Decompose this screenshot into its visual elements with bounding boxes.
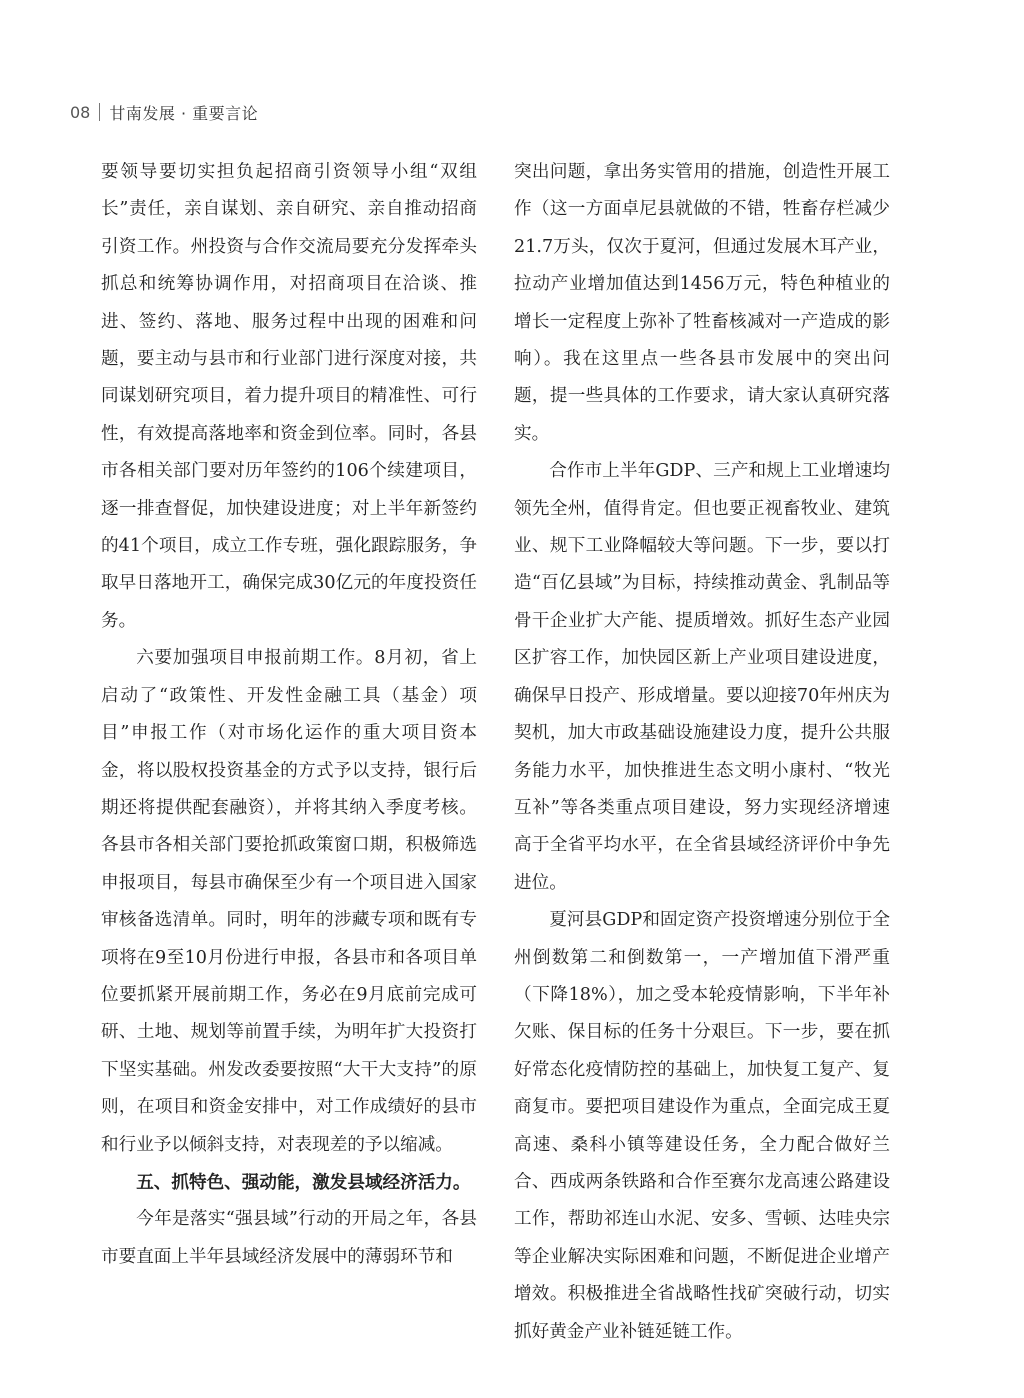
right-column: [514, 154, 890, 1351]
running-header: [70, 98, 258, 126]
body-paragraph: 合作市上半年GDP、三产和规上工业增速均领先全州，值得肯定。但也要正视畜牧业、建筑业、规下工业降幅较大等问题。下一步，要以打造“百亿县域”为目标，持续推动黄金、乳制品等骨干企业扩大产能、提质增效。抓好生态产业园区扩容工作，加快园区新上产业项目建设进度，确保早日投产、形成增量。要以迎接70年州庆为契机，加大市政基础设施建设力度，提升公共服务能力水平，加快推进生态文明小康村、“牧光互补”等各类重点项目建设，努力实现经济增速高于全省平均水平，在全省县域经济评价中争先进位。: [514, 461, 890, 893]
body-paragraph: 突出问题，拿出务实管用的措施，创造性开展工作（这一方面卓尼县就做的不错，牲畜存栏减少21.7万头，仅次于夏河，但通过发展木耳产业，拉动产业增加值达到1456万元，特色种植业的增长一定程度上弥补了牲畜核减对一产造成的影响）。我在这里点一些各县市发展中的突出问题，提一些具体的工作要求，请大家认真研究落实。: [514, 162, 890, 444]
left-column: [101, 154, 477, 1276]
header-divider: [99, 103, 100, 121]
body-paragraph: 要领导要切实担负起招商引资领导小组“双组长”责任，亲自谋划、亲自研究、亲自推动招商引资工作。州投资与合作交流局要充分发挥牵头抓总和统筹协调作用，对招商项目在洽谈、推进、签约、落地、服务过程中出现的困难和问题，要主动与县市和行业部门进行深度对接，共同谋划研究项目，着力提升项目的精准性、可行性，有效提高落地率和资金到位率。同时，各县市各相关部门要对历年签约的106个续建项目，逐一排查督促，加快建设进度；对上半年新签约的41个项目，成立工作专班，强化跟踪服务，争取早日落地开工，确保完成30亿元的年度投资任务。: [101, 162, 477, 631]
body-paragraph: 夏河县GDP和固定资产投资增速分别位于全州倒数第二和倒数第一，一产增加值下滑严重（下降18%），加之受本轮疫情影响，下半年补欠账、保目标的任务十分艰巨。下一步，要在抓好常态化疫情防控的基础上，加快复工复产、复商复市。要把项目建设作为重点，全面完成王夏高速、桑科小镇等建设任务，全力配合做好兰合、西成两条铁路和合作至赛尔龙高速公路建设工作，帮助祁连山水泥、安多、雪顿、达哇央宗等企业解决实际困难和问题，不断促进企业增产增效。积极推进全省战略性找矿突破行动，切实抓好黄金产业补链延链工作。: [514, 910, 890, 1342]
section-title: 甘南发展 · 重要言论: [109, 103, 259, 123]
body-paragraph: 六要加强项目申报前期工作。8月初，省上启动了“政策性、开发性金融工具（基金）项目”申报工作（对市场化运作的重大项目资本金，将以股权投资基金的方式予以支持，银行后期还将提供配套融资），并将其纳入季度考核。各县市各相关部门要抢抓政策窗口期，积极筛选申报项目，每县市确保至少有一个项目进入国家审核备选清单。同时，明年的涉藏专项和既有专项将在9至10月份进行申报，各县市和各项目单位要抓紧开展前期工作，务必在9月底前完成可研、土地、规划等前置手续，为明年扩大投资打下坚实基础。州发改委要按照“大干大支持”的原则，在项目和资金安排中，对工作成绩好的县市和行业予以倾斜支持，对表现差的予以缩减。: [101, 648, 477, 1155]
body-paragraph: 今年是落实“强县域”行动的开局之年，各县市要直面上半年县域经济发展中的薄弱环节和: [101, 1209, 477, 1267]
section-heading: 五、抓特色、强动能，激发县域经济活力。: [136, 1171, 471, 1193]
page-number: 08: [70, 102, 91, 122]
